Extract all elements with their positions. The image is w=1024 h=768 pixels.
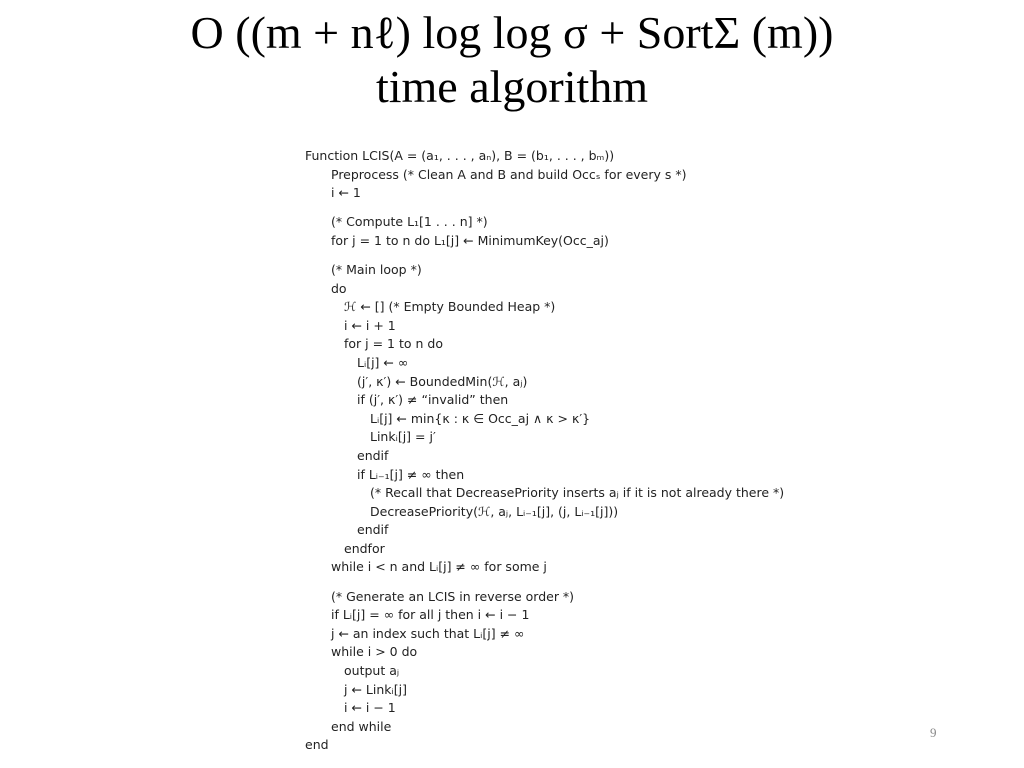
algorithm-blank-line: [305, 250, 865, 261]
algorithm-line: for j = 1 to n do L₁[j] ← MinimumKey(Occ_aj): [331, 232, 609, 248]
algorithm-line: Preprocess (* Clean A and B and build Occₛ for every s *): [331, 166, 687, 182]
algorithm-line: if (j′, κ′) ≠ “invalid” then: [357, 392, 509, 408]
algorithm-line: end: [305, 737, 329, 753]
algorithm-line: DecreasePriority(ℋ, aⱼ, Lᵢ₋₁[j], (j, Lᵢ₋₁[j])): [370, 503, 619, 519]
page-number: 9: [930, 725, 937, 740]
algorithm-line: i ← 1: [331, 185, 361, 201]
slide-title-line-1: O ((m + nℓ) log log σ + SortΣ (m)): [190, 7, 834, 58]
algorithm-line: j ← an index such that Lᵢ[j] ≠ ∞: [331, 625, 525, 641]
algorithm-blank-line: [305, 203, 865, 214]
algorithm-line: (* Compute L₁[1 . . . n] *): [331, 214, 488, 230]
algorithm-line: while i < n and Lᵢ[j] ≠ ∞ for some j: [331, 559, 547, 575]
algorithm-line: j ← Linkᵢ[j]: [344, 681, 407, 697]
algorithm-line: if Lᵢ₋₁[j] ≠ ∞ then: [357, 466, 465, 482]
algorithm-line: do: [331, 280, 347, 296]
algorithm-line: output aⱼ: [344, 662, 400, 678]
algorithm-line: endif: [357, 522, 389, 538]
algorithm-pseudocode: [305, 147, 865, 755]
algorithm-line: ℋ ← [] (* Empty Bounded Heap *): [344, 299, 556, 315]
algorithm-line: end while: [331, 718, 392, 734]
algorithm-line: while i > 0 do: [331, 644, 418, 660]
algorithm-line: Lᵢ[j] ← ∞: [357, 354, 409, 370]
algorithm-line: if Lᵢ[j] = ∞ for all j then i ← i − 1: [331, 607, 530, 623]
algorithm-line: i ← i − 1: [344, 700, 396, 716]
algorithm-line: (* Main loop *): [331, 261, 422, 277]
algorithm-line: Linkᵢ[j] = j′: [370, 429, 436, 445]
slide-title-line-2: time algorithm: [375, 61, 649, 112]
algorithm-line: endfor: [344, 540, 385, 556]
algorithm-blank-line: [305, 577, 865, 588]
algorithm-line: (* Recall that DecreasePriority inserts aⱼ if it is not already there *): [370, 485, 785, 501]
algorithm-line: i ← i + 1: [344, 317, 396, 333]
algorithm-line: Function LCIS(A = (a₁, . . . , aₙ), B = (b₁, . . . , bₘ)): [305, 148, 615, 163]
algorithm-line: endif: [357, 447, 389, 463]
algorithm-line: (* Generate an LCIS in reverse order *): [331, 588, 575, 604]
algorithm-line: for j = 1 to n do: [344, 336, 443, 352]
algorithm-line: (j′, κ′) ← BoundedMin(ℋ, aⱼ): [357, 373, 528, 389]
slide-title: [0, 6, 1024, 114]
algorithm-line: Lᵢ[j] ← min{κ : κ ∈ Occ_aj ∧ κ > κ′}: [370, 410, 591, 426]
